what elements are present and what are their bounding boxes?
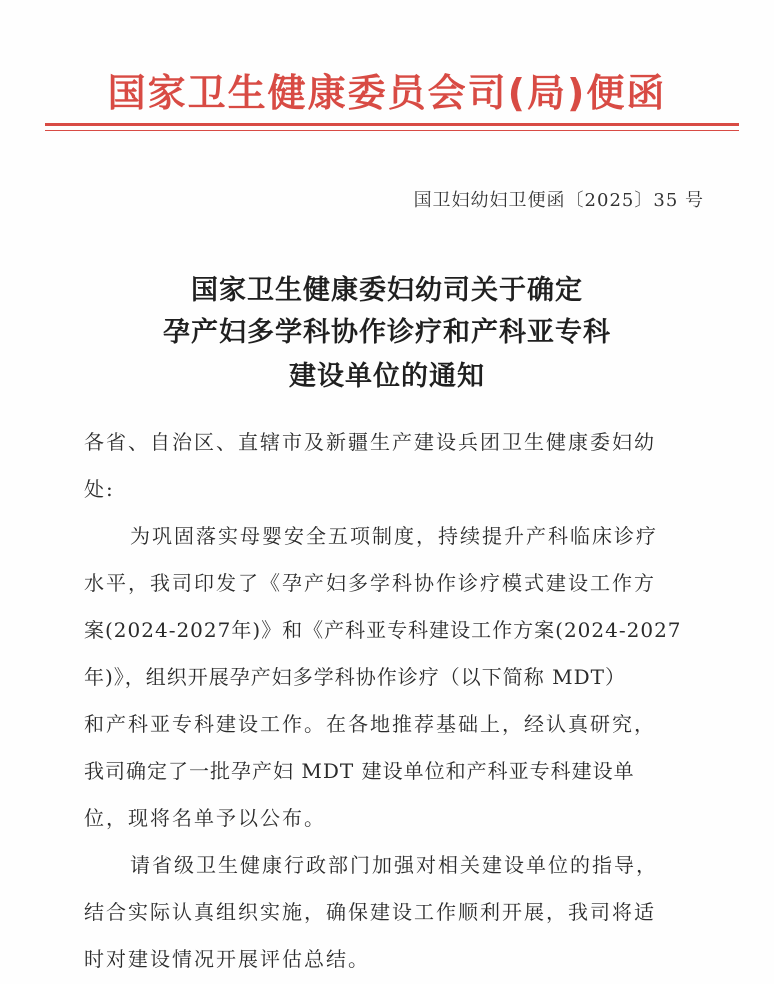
paragraph-1-line-2: 水平，我司印发了《孕产妇多学科协作诊疗模式建设工作方	[84, 571, 656, 595]
letterhead-red-rule-thick	[45, 123, 739, 126]
paragraph-2-line-3: 时对建设情况开展评估总结。	[84, 947, 370, 971]
paragraph-1-line-3: 案(2024-2027年)》和《产科亚专科建设工作方案(2024-2027	[84, 618, 682, 642]
salutation-line-2: 处:	[84, 477, 115, 501]
paragraph-1-line-7: 位，现将名单予以公布。	[84, 806, 326, 830]
document-number: 国卫妇幼妇卫便函〔2025〕35 号	[413, 190, 704, 211]
paragraph-1-line-6: 我司确定了一批孕产妇 MDT 建设单位和产科亚专科建设单	[84, 759, 635, 783]
notice-title-line-1: 国家卫生健康委妇幼司关于确定	[191, 275, 583, 306]
letterhead-red-rule-thin	[45, 130, 739, 131]
paragraph-1-line-4: 年)》，组织开展孕产妇多学科协作诊疗（以下简称 MDT）	[84, 665, 627, 689]
paragraph-2-line-2: 结合实际认真组织实施，确保建设工作顺利开展，我司将适	[84, 900, 656, 924]
notice-title-line-3: 建设单位的通知	[289, 361, 485, 392]
salutation-line-1: 各省、自治区、直辖市及新疆生产建设兵团卫生健康委妇幼	[84, 430, 656, 454]
notice-title-line-2: 孕产妇多学科协作诊疗和产科亚专科	[163, 317, 611, 348]
paragraph-1-line-5: 和产科亚专科建设工作。在各地推荐基础上，经认真研究，	[84, 712, 656, 736]
paragraph-1-line-1: 为巩固落实母婴安全五项制度，持续提升产科临床诊疗	[130, 524, 658, 548]
letterhead-title: 国家卫生健康委员会司(局)便函	[107, 71, 667, 115]
paragraph-2-line-1: 请省级卫生健康行政部门加强对相关建设单位的指导，	[130, 853, 658, 877]
